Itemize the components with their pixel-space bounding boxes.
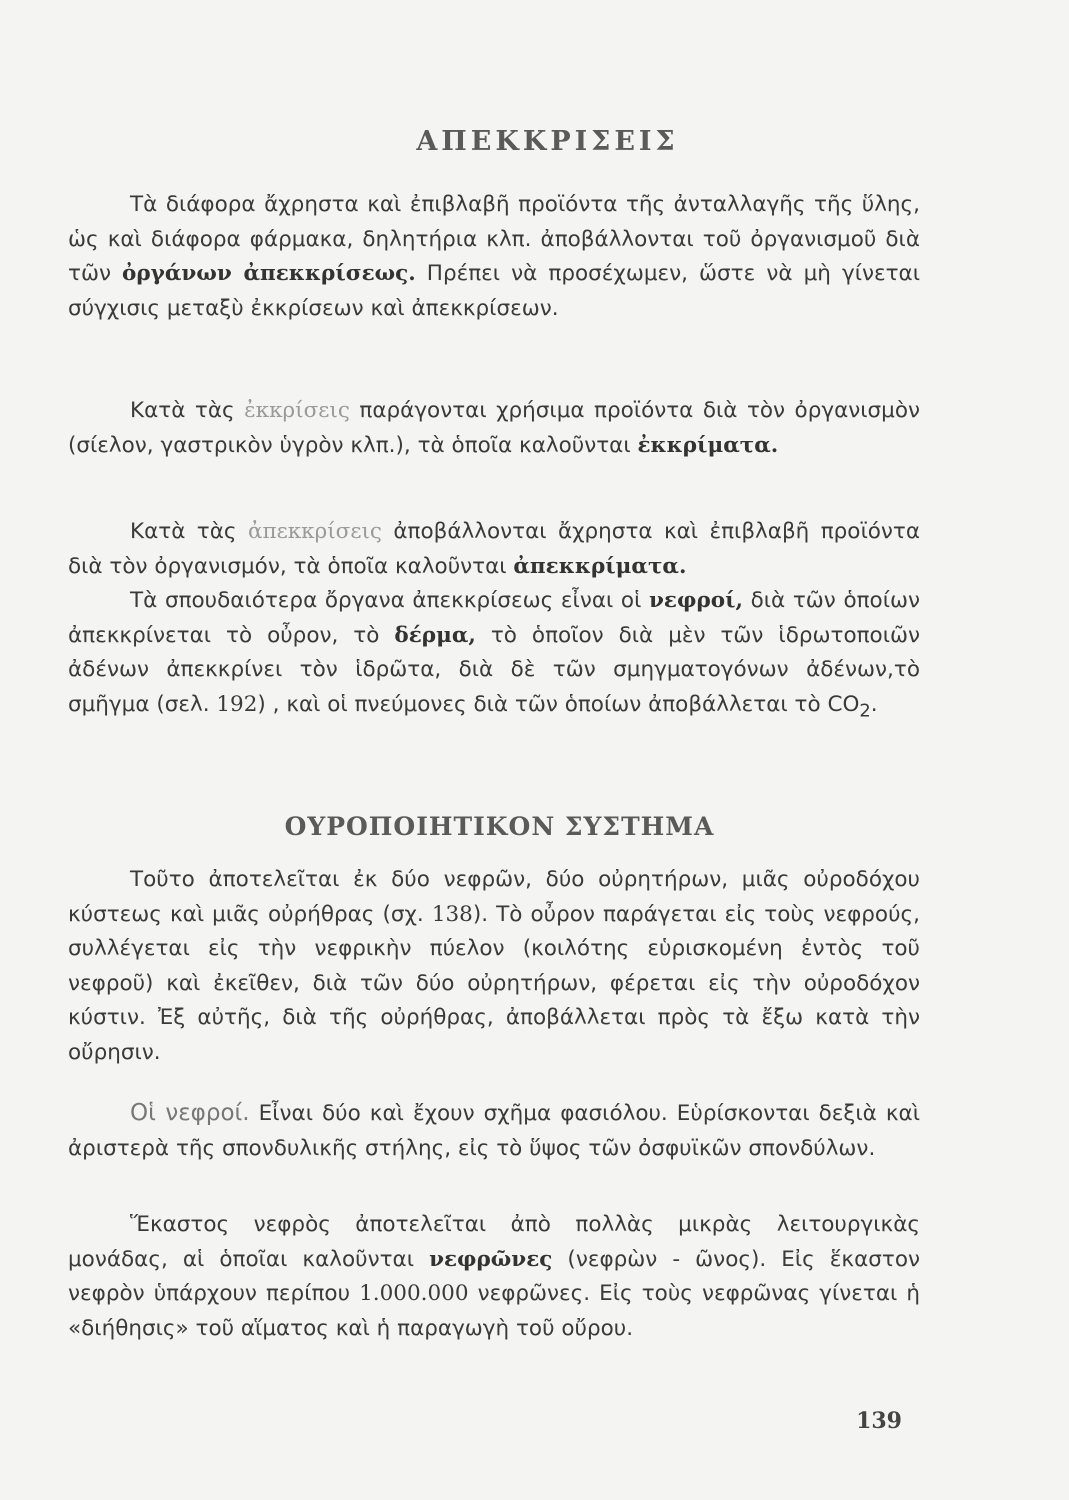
subscript: 2 <box>859 699 871 721</box>
paragraph-secretions <box>68 394 920 463</box>
faint-term: ἀπεκκρίσεις <box>247 519 382 544</box>
paragraph-nephrons <box>68 1208 920 1346</box>
text-span: Κατὰ τὰς <box>130 519 248 544</box>
bold-term: ὀργάνων ἀπεκκρίσεως. <box>122 261 416 286</box>
section-title-excretions: ΑΠΕΚΚΡΙΣΕΙΣ <box>416 126 679 157</box>
paragraph-urinary-system <box>68 863 920 1070</box>
lead-term: Οἱ νεφροί. <box>130 1100 250 1126</box>
text-span: Ἕκαστος νεφρὸς ἀποτελεῖται ἀπὸ πολλὰς μικρὰς λειτουργικὰς μονάδας, αἱ ὁποῖαι καλοῦνται <box>68 1212 920 1272</box>
page-reference: 192 <box>216 691 258 717</box>
text-span: Κατὰ τὰς <box>130 398 245 423</box>
text-span: Τὰ διάφορα ἄχρηστα καὶ ἐπιβλαβῆ προϊόντα τῆς ἀνταλλαγῆς τῆς ὕλης, ὡς καὶ διάφορα φάρμακα, δηλητήρια κλπ. ἀποβάλλονται τοῦ ὀργανισμοῦ διὰ τῶν <box>68 192 920 286</box>
figure-reference: 138 <box>431 901 473 927</box>
text-span: (νεφρὼν - ῶνος). Εἰς ἕκαστον νεφρὸν ὑπάρχουν περίπου <box>68 1246 921 1306</box>
paragraph-excretion-products <box>68 515 920 584</box>
text-span: Πρέπει νὰ προσέχωμεν, ὥστε νὰ μὴ γίνεται σύγχισις μεταξὺ ἐκκρίσεων καὶ ἀπεκκρίσεων. <box>68 261 920 321</box>
bold-term: ἐκκρίματα. <box>637 432 779 458</box>
text-span: διὰ τῶν ὁποίων ἀπεκκρίνεται τὸ οὖρον, τὸ <box>68 588 920 648</box>
bold-term: νεφροί, <box>649 588 743 613</box>
text-span: Εἶναι δύο καὶ ἔχουν σχῆμα φασιόλου. Εὑρίσκονται δεξιὰ καὶ ἀριστερὰ τῆς σπονδυλικῆς στήλης, εἰς τὸ ὕψος τῶν ὀσφυϊκῶν σπονδύλων. <box>68 1101 920 1161</box>
text-span: ) , καὶ οἱ πνεύμονες διὰ τῶν ὁποίων ἀποβάλλεται τὸ CO <box>257 691 860 717</box>
paragraph-excretory-organs <box>68 584 920 728</box>
text-span: παράγονται χρήσιμα προϊόντα διὰ τὸν ὀργανισμὸν (σίελον, γαστρικὸν ὑγρὸν κλπ.), τὰ ὁποῖα καλοῦνται <box>68 398 920 458</box>
bold-term: ἀπεκκρίματα. <box>513 553 687 579</box>
text-span: Τὰ σπουδαιότερα ὄργανα ἀπεκκρίσεως εἶναι οἱ <box>130 588 649 613</box>
bold-term: δέρμα, <box>394 622 476 648</box>
text-span: τὸ ὁποῖον διὰ μὲν τῶν ἱδρωτοποιῶν ἀδένων ἀπεκκρίνει τὸν ἱδρῶτα, διὰ δὲ τῶν σμηγματογόνων ἀδένων,τὸ σμῆγμα (σελ. <box>68 622 920 717</box>
text-span: ). Τὸ οὖρον παράγεται εἰς τοὺς νεφρούς, συλλέγεται εἰς τὴν νεφρικὴν πύελον (κοιλότης εὑρισκομένη ἐντὸς τοῦ νεφροῦ) καὶ ἐκεῖθεν, διὰ τῶν δύο οὐρητήρων, φέρεται εἰς τὴν οὐροδόχον κύστιν. Ἐξ αὐτῆς, διὰ τῆς οὐρήθρας, ἀποβάλλεται πρὸς τὰ ἔξω κατὰ τὴν οὔρησιν. <box>68 901 920 1065</box>
page-number: 139 <box>856 1408 902 1434</box>
text-span: νεφρῶνες. Εἰς τοὺς νεφρῶνας γίνεται ἡ «διήθησις» τοῦ αἵματος καὶ ἡ παραγωγὴ τοῦ οὔρου. <box>68 1281 920 1341</box>
faint-term: ἐκκρίσεις <box>244 398 350 423</box>
bold-term: νεφρῶνες <box>429 1246 553 1272</box>
paragraph-kidneys <box>68 1096 920 1166</box>
text-span: Τοῦτο ἀποτελεῖται ἐκ δύο νεφρῶν, δύο οὐρητήρων, μιᾶς οὐροδόχου κύστεως καὶ μιᾶς οὐρήθρας (σχ. <box>68 867 920 927</box>
paragraph-excretion-intro <box>68 188 920 326</box>
text-span: . <box>870 691 878 717</box>
section-title-urinary-system: ΟΥΡΟΠΟΙΗΤΙΚΟΝ ΣΥΣΤΗΜΑ <box>284 812 715 841</box>
number-value: 1.000.000 <box>359 1281 469 1306</box>
text-span: ἀποβάλλονται ἄχρηστα καὶ ἐπιβλαβῆ προϊόντα διὰ τὸν ὀργανισμόν, τὰ ὁποῖα καλοῦνται <box>68 519 920 579</box>
